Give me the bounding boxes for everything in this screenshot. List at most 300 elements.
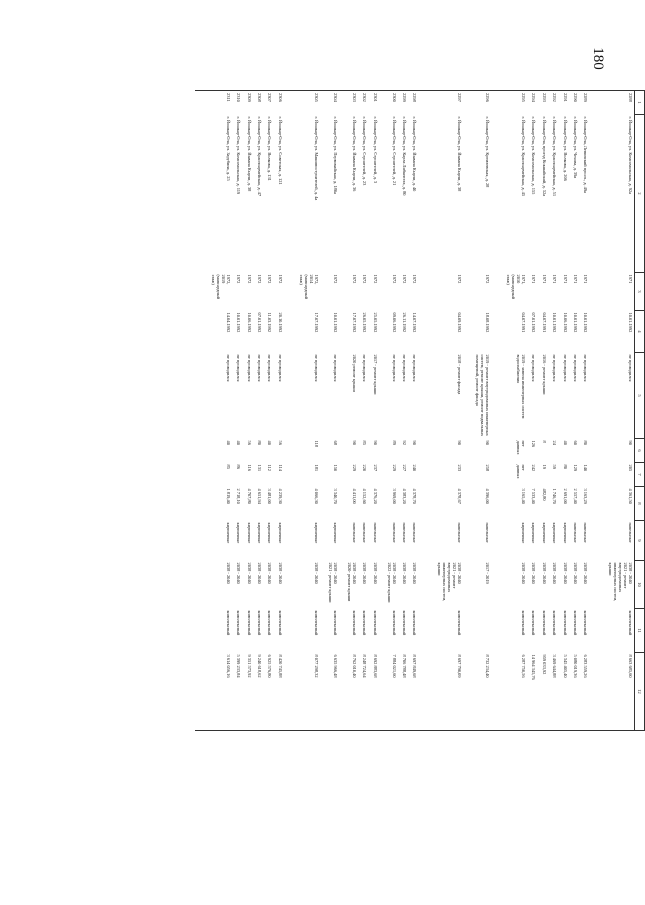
repair-history-cell: не проводился — [562, 354, 568, 382]
repair-period-cell: 2017 - 2019 — [484, 562, 490, 584]
wall-material-cell: панельные — [372, 522, 378, 543]
table-row — [263, 91, 273, 731]
value-col6-cell: 90 — [457, 440, 463, 445]
cost-cell: 6 925 576,80 — [267, 654, 273, 678]
repair-type-cell: комплексный — [572, 610, 578, 636]
address-cell: г. Йошкар-Ола, ул. Советская, д. 121 — [277, 116, 283, 185]
row-number: 2310 — [236, 93, 242, 102]
construction-year-cell: 1971 — [562, 274, 568, 284]
cost-cell: 8 248 724,64 — [362, 654, 368, 678]
address-cell: г. Йошкар-Ола, ул. Йывана Кырли, д. 38 — [246, 116, 252, 192]
construction-year-cell: 1972 — [412, 274, 418, 284]
address-cell: г. Йошкар-Ола, ул. Йывана Кырли, д. 36 — [351, 116, 357, 192]
repair-period-cell: 2038 - 2040 — [372, 562, 378, 584]
value-col6-cell: 40 — [562, 440, 568, 445]
address-cell: г. Йошкар-Ола, ул. Чехова, д. 39а — [572, 116, 578, 179]
area-cell: 482,80 — [541, 488, 547, 501]
area-cell: 3 969,00 — [391, 488, 397, 504]
address-cell: г. Йошкар-Ола, ул. Карла Либкнехта, д. 80 — [401, 116, 407, 196]
date-cell: 10.01.1992 — [628, 312, 634, 333]
table-row — [283, 91, 319, 731]
value-col7-cell: 258 — [484, 464, 490, 472]
repair-type-cell: комплексный — [257, 610, 263, 636]
column-number: 1 — [635, 91, 645, 115]
area-cell: 4 383,20 — [401, 488, 407, 504]
area-cell: 3 481,00 — [267, 488, 273, 504]
wall-material-cell: кирпичные — [531, 522, 537, 544]
construction-year-cell: 1972 — [267, 274, 273, 284]
value-col6-cell: 90 — [412, 440, 418, 445]
repair-period-cell: 2038 - 2040 — [552, 562, 558, 584]
cost-cell: 7 884 021,60 — [391, 654, 397, 678]
construction-year-cell: 1971 — [583, 274, 589, 284]
construction-year-cell: 1972 — [277, 274, 283, 284]
cost-cell: 5 345 405,40 — [562, 654, 568, 678]
table-row — [490, 91, 526, 731]
column-number: 12 — [635, 653, 645, 731]
repair-period-cell: 2038 - 2040 — [225, 562, 231, 584]
repair-type-cell: комплексный — [412, 610, 418, 636]
row-number: 2308 — [257, 93, 263, 102]
row-number: 2307 — [267, 93, 273, 102]
repair-history-cell: не проводился — [412, 354, 418, 382]
repair-period-cell: 2038 - 2040 2021 - ремонт крыши — [327, 562, 338, 603]
repair-history-cell: не проводился — [225, 354, 231, 382]
row-number: 2293 — [541, 93, 547, 102]
repair-period-cell: 2038 - 2040 2021 - ремонт внутридомовых инженерных систем, крыши — [608, 562, 634, 602]
repair-period-cell: 2038 - 2040 — [541, 562, 547, 584]
value-col6-cell: 40 — [225, 440, 231, 445]
wall-material-cell: кирпичные — [246, 522, 252, 544]
repair-period-cell: 2038 - 2040 — [236, 562, 242, 584]
date-cell: 10.06.1992 — [562, 312, 568, 333]
value-col7-cell: 114 — [277, 464, 283, 471]
repair-type-cell: комплексный — [401, 610, 407, 636]
cost-cell: 6 635 966,48 — [332, 654, 338, 678]
column-number: 4 — [635, 311, 645, 353]
value-col6-cell: 80 — [583, 440, 589, 445]
wall-material-cell: кирпичные — [552, 522, 558, 544]
row-number: 2289 — [583, 93, 589, 102]
column-number-row — [635, 91, 645, 731]
value-col6-cell: 90 — [351, 440, 357, 445]
value-col6-cell: нет данных — [516, 440, 527, 455]
row-number: 2296 — [484, 93, 490, 102]
repair-history-cell: не проводился — [391, 354, 397, 382]
construction-year-cell: 1972, 2014 (мансардный этаж) — [298, 274, 319, 299]
column-number: 2 — [635, 115, 645, 273]
repair-history-cell: не проводился — [552, 354, 558, 382]
area-cell: 3 340,70 — [332, 488, 338, 504]
date-cell: 26.11.1992 — [401, 312, 407, 333]
cost-cell: 3 469 644,88 — [552, 654, 558, 678]
table-row — [397, 91, 407, 731]
wall-material-cell: кирпичные — [541, 522, 547, 544]
value-col7-cell: 80 — [562, 464, 568, 469]
repair-type-cell: комплексный — [521, 610, 527, 636]
value-col6-cell: 118 — [313, 440, 319, 447]
table-row — [195, 91, 231, 731]
value-col7-cell: 85 — [225, 464, 231, 469]
repair-period-cell: 2038 - 2040 2021 - ремонт внутридомовых инженерных систем, крыши — [436, 562, 463, 602]
repair-type-cell: комплексный — [628, 610, 634, 636]
cost-cell: 8 762 010,40 — [351, 654, 357, 678]
cost-cell: 8 692 883,68 — [372, 654, 378, 678]
row-number: 2298 — [412, 93, 418, 102]
row-number: 2299 — [401, 93, 407, 102]
value-col6-cell: 92 — [401, 440, 407, 445]
column-number: 11 — [635, 609, 645, 653]
repair-history-cell: не проводился — [246, 354, 252, 382]
repair-history-cell: 2019 - замена инженерных систем водоснабжения — [516, 354, 527, 419]
construction-year-cell: 1971, 2010 (мансардный этаж) — [505, 274, 527, 299]
cost-cell: 959 033,92 — [541, 654, 547, 675]
row-number: 2290 — [572, 93, 578, 102]
row-number: 2300 — [391, 93, 397, 102]
date-cell: 25.05.1992 — [372, 312, 378, 333]
repair-type-cell: комплексный — [552, 610, 558, 636]
date-cell: 17.07.1992 — [351, 312, 357, 333]
table-row — [558, 91, 568, 731]
construction-year-cell: 1971 — [572, 274, 578, 284]
wall-material-cell: кирпичные — [313, 522, 319, 544]
construction-year-cell: 1972 — [457, 274, 463, 284]
cost-cell: 8 663 685,60 — [628, 654, 634, 678]
cost-cell: 8 077 298,32 — [313, 654, 319, 678]
value-col7-cell: 112 — [267, 464, 273, 471]
repair-history-cell: 2020 ремонт крыши — [351, 354, 357, 392]
table-row — [527, 91, 537, 731]
table-row — [578, 91, 588, 731]
wall-material-cell: кирпичные — [225, 522, 231, 544]
address-cell: г. Йошкар-Ола, ул. Зарубина, д. 25 — [225, 116, 231, 181]
date-cell: 07.01.1992 — [531, 312, 537, 333]
date-cell: 09.06.1992 — [391, 312, 397, 333]
address-cell: г. Йошкар-Ола, ул. Комсомольская, д. 155 — [531, 116, 537, 195]
row-number: 2288 — [628, 93, 634, 102]
wall-material-cell: кирпичные — [562, 522, 568, 544]
value-col7-cell: 19 — [541, 464, 547, 469]
row-number: 2294 — [531, 93, 537, 102]
address-cell: г. Йошкар-Ола, ул. Красноармейская, д. 45 — [521, 116, 527, 197]
address-cell: г. Йошкар-Ола, ул. Волкова, д. 131 — [267, 116, 273, 181]
repair-period-cell: 2038 - 2040 2020- ремонт крыши — [346, 562, 357, 602]
table-row — [357, 91, 367, 731]
repair-history-cell: не проводился — [313, 354, 319, 382]
repair-type-cell: комплексный — [562, 610, 568, 636]
value-col7-cell: нет данных — [516, 464, 527, 479]
repair-period-cell: 2038 - 2040 — [277, 562, 283, 584]
date-cell: 11.03.1992 — [267, 312, 273, 333]
area-cell: 4 396,00 — [484, 488, 490, 504]
address-cell: г. Йошкар-Ола, ул. Кремлевская, д. 28 — [484, 116, 490, 188]
value-col7-cell: 86 — [236, 464, 242, 469]
row-number: 2291 — [562, 93, 568, 102]
cost-cell: 9 240 618,62 — [257, 654, 263, 678]
table-row — [537, 91, 547, 731]
repair-history-cell: не проводился — [531, 354, 537, 382]
housing-registry-table — [195, 90, 645, 731]
repair-type-cell: комплексный — [391, 610, 397, 636]
address-cell: г. Йошкар-Ола, проезд Кокшайский, д. 52а — [541, 116, 547, 197]
table-row — [231, 91, 241, 731]
repair-history-cell: не проводился — [277, 354, 283, 382]
repair-period-cell: 2038 - 2040 — [412, 562, 418, 584]
repair-period-cell: 2038 - 2040 — [531, 562, 537, 584]
area-cell: 4 378,70 — [412, 488, 418, 504]
area-cell: 1 819,40 — [225, 488, 231, 504]
table-row — [463, 91, 491, 731]
value-col6-cell: 90 — [484, 440, 490, 445]
row-number: 2301 — [372, 93, 378, 102]
area-cell: 1 746,70 — [552, 488, 558, 504]
value-col7-cell: 129 — [572, 464, 578, 472]
area-cell: 3 163,29 — [583, 488, 589, 504]
row-number: 2297 — [457, 93, 463, 102]
value-col6-cell: 8 — [541, 440, 547, 443]
area-cell: 3 165,40 — [521, 488, 527, 504]
address-cell: г. Йошкар-Ола, ул. Строителей, д. 3 — [372, 116, 378, 184]
repair-type-cell: комплексный — [246, 610, 252, 636]
area-cell: 4 378,67 — [457, 488, 463, 504]
value-col7-cell: 242 — [531, 464, 537, 472]
date-cell: 10.01.1992 — [332, 312, 338, 333]
repair-period-cell: 2038 - 2040 — [521, 562, 527, 584]
area-cell: 4 376,20 — [372, 488, 378, 504]
date-cell: 14.07.1992 — [412, 312, 418, 333]
value-col6-cell: 56 — [246, 440, 252, 445]
value-col7-cell: 116 — [246, 464, 252, 471]
value-col7-cell: 240 — [412, 464, 418, 472]
table-row — [418, 91, 463, 731]
area-cell: 2 557,40 — [572, 488, 578, 504]
construction-year-cell: 1972 — [257, 274, 263, 284]
cost-cell: 3 614 056,16 — [225, 654, 231, 678]
value-col7-cell: 227 — [401, 464, 407, 472]
area-cell: 4 361,50 — [628, 488, 634, 504]
repair-history-cell: не проводился — [401, 354, 407, 382]
table-row — [319, 91, 338, 731]
wall-material-cell: кирпичные — [236, 522, 242, 544]
value-col7-cell: 229 — [351, 464, 357, 472]
wall-material-cell: панельные — [362, 522, 368, 543]
construction-year-cell: 1971 — [552, 274, 558, 284]
repair-history-cell: не проводился — [332, 354, 338, 382]
column-number: 7 — [635, 463, 645, 487]
row-number: 2302 — [362, 93, 368, 102]
column-number: 6 — [635, 439, 645, 463]
row-number: 2306 — [277, 93, 283, 102]
column-number: 5 — [635, 353, 645, 439]
cost-cell: 8 697 849,68 — [412, 654, 418, 678]
address-cell: г. Йошкар-Ола, ул. Строителей, д. 23 — [362, 116, 368, 186]
cost-cell: 14 964 345,76 — [531, 654, 537, 680]
area-cell: 2 691,00 — [562, 488, 568, 504]
repair-history-cell: 2017 - ремонт крыши — [372, 354, 378, 395]
column-number: 8 — [635, 487, 645, 521]
table-row — [547, 91, 557, 731]
column-number: 10 — [635, 561, 645, 609]
construction-year-cell: 1972 — [351, 274, 357, 284]
repair-type-cell: комплексный — [362, 610, 368, 636]
repair-history-cell: не проводился — [628, 354, 634, 382]
repair-type-cell: комплексный — [372, 610, 378, 636]
repair-period-cell: 2038 - 2040 — [401, 562, 407, 584]
row-number: 2303 — [351, 93, 357, 102]
construction-year-cell: 1972 — [391, 274, 397, 284]
repair-type-cell: комплексный — [313, 610, 319, 636]
date-cell: 20.10.1992 — [277, 312, 283, 333]
value-col7-cell: 131 — [257, 464, 263, 472]
wall-material-cell: кирпичные — [521, 522, 527, 544]
address-cell: г. Йошкар-Ола, ул. Строителей, д. 21 — [391, 116, 397, 186]
address-cell: г. Йошкар-Ола, ул. Йывана Кырли, д. 38 — [457, 116, 463, 192]
repair-history-cell: не проводился — [362, 354, 368, 382]
value-col6-cell: 90 — [372, 440, 378, 445]
repair-history-cell: 2019 - ремонт внутридомовых инженерных систем, ремонт крыши, ремонт подвальных помещений, ремонт фасада — [474, 354, 490, 437]
wall-material-cell: кирпичные — [332, 522, 338, 544]
area-cell: 4 152,60 — [362, 488, 368, 504]
repair-type-cell: комплексный — [541, 610, 547, 636]
address-cell: г. Йошкар-Ола, ул. Комсомольская, д. 92а — [628, 116, 634, 195]
wall-material-cell: кирпичные — [257, 522, 263, 544]
repair-period-cell: 2038 - 2040 — [257, 562, 263, 584]
construction-year-cell: 1972 — [372, 274, 378, 284]
repair-type-cell: комплексный — [531, 610, 537, 636]
value-col6-cell: 40 — [267, 440, 273, 445]
value-col7-cell: 181 — [313, 464, 319, 472]
row-number: 2311 — [225, 93, 231, 102]
value-col6-cell: 68 — [332, 440, 338, 445]
address-cell: г. Йошкар-Ола, ул. Машиностроителей, д. 4а — [313, 116, 319, 201]
repair-type-cell: комплексный — [236, 610, 242, 636]
cost-cell: 8 732 234,40 — [484, 654, 490, 678]
wall-material-cell: панельные — [572, 522, 578, 543]
repair-type-cell: комплексный — [267, 610, 273, 636]
value-col6-cell: 40 — [236, 440, 242, 445]
repair-type-cell: комплексный — [332, 610, 338, 636]
value-col6-cell: 56 — [277, 440, 283, 445]
value-col7-cell: 233 — [457, 464, 463, 472]
repair-type-cell — [463, 609, 491, 653]
cost-cell: 5 080 019,36 — [572, 654, 578, 678]
address-cell: г. Йошкар-Ола, ул. Первомайская, д. 180а — [332, 116, 338, 194]
date-cell: 04.09.1992 — [457, 312, 463, 333]
date-cell: 10.01.1992 — [572, 312, 578, 333]
address-cell: г. Йошкар-Ола, ул. Красноармейская, д. 47 — [257, 116, 263, 197]
row-number: 2309 — [246, 93, 252, 102]
repair-period-cell: 2038 - 2040 — [362, 562, 368, 584]
address-cell: г. Йошкар-Ола, ул. Йывана Кырли, д. 40 — [412, 116, 418, 192]
area-cell: 7 533,40 — [531, 488, 537, 504]
repair-period-cell: 2038 - 2040 — [246, 562, 252, 584]
address-cell: г. Йошкар-Ола, Ленинский просп., д. 49а — [583, 116, 589, 193]
table-row — [252, 91, 262, 731]
wall-material-cell: кирпичные — [277, 522, 283, 544]
cost-cell: 6 283 559,26 — [583, 654, 589, 678]
cost-cell: 6 287 750,56 — [521, 654, 527, 678]
repair-period-cell: 2038 - 2040 — [562, 562, 568, 584]
value-col6-cell: 89 — [391, 440, 397, 445]
repair-history-cell: не проводился — [236, 354, 242, 382]
construction-year-cell: 1972 — [484, 274, 490, 284]
repair-period-cell: 2038 - 2040 2022 - ремонт крыши — [386, 562, 397, 603]
wall-material-cell: панельные — [412, 522, 418, 543]
date-cell: 18.08.1992 — [484, 312, 490, 333]
repair-history-cell: не проводился — [267, 354, 273, 382]
value-col6-cell: 60 — [572, 440, 578, 445]
value-col7-cell: 237 — [372, 464, 378, 472]
construction-year-cell: 1972 — [246, 274, 252, 284]
date-cell: 07.01.1992 — [257, 312, 263, 333]
repair-history-cell: 2018 - ремонт фасада — [457, 354, 463, 395]
wall-material-cell: панельные — [351, 522, 357, 543]
table-row — [589, 91, 635, 731]
address-cell: г. Йошкар-Ола, ул. Волкова, д. 206 — [562, 116, 568, 181]
row-number: 2295 — [521, 93, 527, 102]
address-cell: г. Йошкар-Ола, ул. Красноармейская, д. 51 — [552, 116, 558, 197]
address-cell: г. Йошкар-Ола, ул. Комсомольская, д. 119 — [236, 116, 242, 195]
date-cell: 17.07.1992 — [313, 312, 319, 333]
construction-year-cell: 1972 — [401, 274, 407, 284]
table-row — [338, 91, 357, 731]
column-number: 9 — [635, 521, 645, 561]
value-col7-cell: 220 — [362, 464, 368, 472]
area-cell: 4 707,80 — [246, 488, 252, 504]
construction-year-cell: 1971 — [541, 274, 547, 284]
repair-history-cell: не проводился — [583, 354, 589, 382]
repair-type-cell: комплексный — [225, 610, 231, 636]
value-col7-cell: 150 — [332, 464, 338, 472]
wall-material-cell: кирпичные — [267, 522, 273, 544]
row-number: 2305 — [313, 93, 319, 102]
page-number: 180 — [589, 47, 606, 70]
construction-year-cell: 1972 — [236, 274, 242, 284]
date-cell: 10.06.1992 — [246, 312, 252, 333]
repair-period-cell: 2038 - 2040 — [267, 562, 273, 584]
wall-material-cell: панельные — [583, 522, 589, 543]
value-col6-cell: 126 — [531, 440, 537, 448]
value-col7-cell: 205 — [628, 464, 634, 472]
table-row — [568, 91, 578, 731]
cost-cell: 8 420 745,88 — [277, 654, 283, 678]
area-cell: 4 066,30 — [313, 488, 319, 504]
construction-year-cell: 1971 — [628, 274, 634, 284]
table-row — [407, 91, 417, 731]
area-cell: 4 239,30 — [277, 488, 283, 504]
date-cell: 10.01.1992 — [583, 312, 589, 333]
value-col6-cell: 24 — [552, 440, 558, 445]
construction-year-cell: 1972 — [362, 274, 368, 284]
cost-cell: 5 399 233,84 — [236, 654, 242, 678]
value-col6-cell: 80 — [257, 440, 263, 445]
cost-cell: 9 351 573,92 — [246, 654, 252, 678]
value-col6-cell: 90 — [628, 440, 634, 445]
column-number: 3 — [635, 273, 645, 311]
row-number: 2304 — [332, 93, 338, 102]
date-cell: 10.01.1992 — [552, 312, 558, 333]
value-col6-cell: 85 — [362, 440, 368, 445]
repair-history-cell: не проводился — [572, 354, 578, 382]
area-cell: 2 718,10 — [236, 488, 242, 504]
construction-year-cell: 1972, 2019 (мансардный этаж) — [210, 274, 231, 299]
value-col7-cell: 140 — [583, 464, 589, 472]
table-row — [368, 91, 378, 731]
wall-material-cell: панельные — [401, 522, 407, 543]
repair-period-cell: 2038 - 2040 — [572, 562, 578, 584]
construction-year-cell: 1972 — [332, 274, 338, 284]
construction-year-cell: 1971 — [531, 274, 537, 284]
